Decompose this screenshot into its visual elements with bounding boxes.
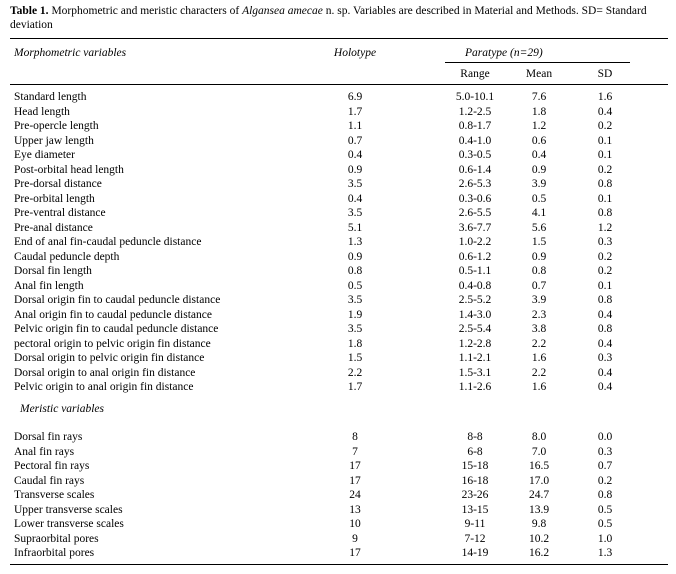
variable-name: Pectoral fin rays	[14, 460, 90, 472]
range-value: 5.0-10.1	[455, 91, 495, 103]
variable-name: Supraorbital pores	[14, 532, 99, 545]
variable-name: Dorsal origin fin to caudal peduncle distance	[14, 294, 221, 306]
range-value: 0.3-0.5	[458, 149, 492, 161]
bottom-rule	[10, 564, 668, 565]
sd-value: 0.4	[597, 337, 613, 350]
variable-name: Upper transverse scales	[14, 503, 123, 516]
range-value: 1.4-3.0	[458, 308, 492, 321]
variable-name: End of anal fin-caudal peduncle distance	[14, 236, 202, 248]
sd-value: 0.3	[597, 352, 613, 364]
mean-value: 0.9	[531, 250, 547, 263]
range-value: 16-18	[461, 474, 489, 487]
header-rule	[10, 84, 668, 85]
mean-value: 2.2	[531, 337, 547, 350]
holotype-value: 17	[349, 547, 361, 559]
range-value: 13-15	[461, 503, 489, 516]
holotype-value: 5.1	[347, 221, 363, 234]
range-value: 2.5-5.4	[458, 323, 492, 335]
sd-value: 1.0	[597, 532, 613, 545]
sd-value: 1.6	[597, 91, 613, 103]
variable-name: Pre-orbital length	[14, 192, 95, 205]
sd-value: 0.8	[597, 489, 613, 501]
sd-value: 0.3	[597, 445, 613, 458]
variable-name: Anal origin fin to caudal peduncle distance	[14, 308, 212, 321]
caption-species: Algansea amecae	[242, 5, 323, 17]
sd-value: 0.2	[597, 163, 613, 176]
variable-name: Pelvic origin to anal origin fin distance	[14, 381, 194, 393]
sd-value: 0.4	[597, 105, 613, 118]
mean-value: 0.9	[531, 163, 547, 176]
mean-value: 8.0	[531, 431, 547, 443]
holotype-value: 7	[352, 445, 358, 458]
mean-value: 17.0	[528, 474, 550, 487]
variable-name: Dorsal fin rays	[14, 431, 83, 443]
range-value: 14-19	[461, 547, 489, 559]
mean-value: 16.2	[528, 547, 550, 559]
paratype-header: Paratype (n=29)	[465, 47, 543, 59]
paratype-rule	[445, 62, 630, 63]
mean-value: 3.8	[531, 323, 547, 335]
variable-name: Pre-anal distance	[14, 221, 93, 234]
holotype-value: 1.8	[347, 337, 363, 350]
holotype-value: 6.9	[347, 91, 363, 103]
holotype-value: 9	[352, 532, 358, 545]
variable-name: Caudal fin rays	[14, 474, 85, 487]
top-rule	[10, 38, 668, 39]
holotype-value: 0.4	[347, 149, 363, 161]
sd-value: 0.4	[597, 381, 613, 393]
mean-value: 4.1	[531, 207, 547, 219]
holotype-value: 0.8	[347, 265, 363, 277]
variable-name: Post-orbital head length	[14, 163, 124, 176]
holotype-value: 1.1	[347, 120, 363, 132]
variable-name: Dorsal origin to pelvic origin fin distance	[14, 352, 205, 364]
range-value: 0.5-1.1	[458, 265, 492, 277]
variable-name: Transverse scales	[14, 489, 95, 501]
variable-name: Caudal peduncle depth	[14, 250, 120, 263]
sd-value: 0.8	[597, 178, 613, 190]
holotype-value: 1.3	[347, 236, 363, 248]
range-value: 2.6-5.5	[458, 207, 492, 219]
mean-value: 5.6	[531, 221, 547, 234]
mean-value: 3.9	[531, 294, 547, 306]
sd-value: 0.4	[597, 308, 613, 321]
sd-value: 0.8	[597, 207, 613, 219]
sd-value: 0.0	[597, 431, 613, 443]
holotype-value: 24	[349, 489, 361, 501]
variable-name: Eye diameter	[14, 149, 75, 161]
range-value: 0.6-1.2	[458, 250, 492, 263]
range-value: 6-8	[467, 445, 483, 458]
range-value: 23-26	[461, 489, 489, 501]
variable-name: Infraorbital pores	[14, 547, 95, 559]
range-value: 1.5-3.1	[458, 366, 492, 379]
holotype-value: 10	[349, 518, 361, 530]
range-value: 0.3-0.6	[458, 192, 492, 205]
range-header: Range	[460, 68, 490, 80]
sd-value: 0.2	[597, 250, 613, 263]
holotype-value: 3.5	[347, 207, 363, 219]
mean-value: 13.9	[528, 503, 550, 516]
holotype-value: 3.5	[347, 323, 363, 335]
mean-value: 3.9	[531, 178, 547, 190]
sd-value: 0.1	[597, 279, 613, 292]
holotype-value: 3.5	[347, 178, 363, 190]
mean-value: 0.8	[531, 265, 547, 277]
caption-text-before: Morphometric and meristic characters of	[48, 5, 243, 17]
range-value: 1.1-2.6	[458, 381, 492, 393]
variable-name: Pre-opercle length	[14, 120, 99, 132]
mean-value: 0.6	[531, 134, 547, 147]
sd-value: 0.5	[597, 503, 613, 516]
variable-name: Anal fin length	[14, 279, 84, 292]
variable-name: pectoral origin to pelvic origin fin distance	[14, 337, 211, 350]
sd-value: 0.3	[597, 236, 613, 248]
mean-value: 16.5	[528, 460, 550, 472]
holotype-value: 3.5	[347, 294, 363, 306]
variable-name: Pelvic origin fin to caudal peduncle distance	[14, 323, 219, 335]
sd-value: 0.1	[597, 192, 613, 205]
variable-name: Anal fin rays	[14, 445, 75, 458]
holotype-value: 17	[349, 460, 361, 472]
range-value: 8-8	[467, 431, 483, 443]
sd-value: 0.1	[597, 134, 613, 147]
range-value: 2.6-5.3	[458, 178, 492, 190]
meristic-header: Meristic variables	[20, 403, 104, 415]
holotype-header: Holotype	[333, 47, 377, 59]
holotype-value: 0.4	[347, 192, 363, 205]
mean-value: 2.2	[531, 366, 547, 379]
range-value: 0.4-0.8	[458, 279, 492, 292]
range-value: 1.2-2.5	[458, 105, 492, 118]
mean-value: 9.8	[531, 518, 547, 530]
holotype-value: 1.7	[347, 381, 363, 393]
variable-name: Upper jaw length	[14, 134, 94, 147]
range-value: 15-18	[461, 460, 489, 472]
mean-value: 1.8	[531, 105, 547, 118]
mean-value: 0.7	[531, 279, 547, 292]
holotype-value: 0.9	[347, 163, 363, 176]
sd-value: 0.8	[597, 323, 613, 335]
holotype-value: 17	[349, 474, 361, 487]
sd-value: 0.2	[597, 120, 613, 132]
mean-value: 1.6	[531, 352, 547, 364]
mean-value: 2.3	[531, 308, 547, 321]
sd-value: 0.4	[597, 366, 613, 379]
variable-name: Head length	[14, 105, 70, 118]
variable-name: Dorsal fin length	[14, 265, 92, 277]
mean-value: 1.6	[531, 381, 547, 393]
holotype-value: 8	[352, 431, 358, 443]
mean-value: 0.5	[531, 192, 547, 205]
holotype-value: 1.5	[347, 352, 363, 364]
holotype-value: 1.9	[347, 308, 363, 321]
variable-name: Standard length	[14, 91, 87, 103]
variable-name: Pre-ventral distance	[14, 207, 106, 219]
sd-value: 0.7	[597, 460, 613, 472]
sd-value: 1.3	[597, 547, 613, 559]
mean-value: 10.2	[528, 532, 550, 545]
caption-label: Table 1.	[10, 5, 49, 17]
mean-value: 1.2	[531, 120, 547, 132]
morphometric-header: Morphometric variables	[14, 47, 127, 59]
sd-header: SD	[597, 68, 613, 80]
variable-name: Pre-dorsal distance	[14, 178, 102, 190]
holotype-value: 0.7	[347, 134, 363, 147]
range-value: 0.4-1.0	[458, 134, 492, 147]
mean-header: Mean	[525, 68, 553, 80]
range-value: 0.6-1.4	[458, 163, 492, 176]
table-caption	[10, 4, 670, 32]
sd-value: 0.2	[597, 265, 613, 277]
sd-value: 0.1	[597, 149, 613, 161]
sd-value: 0.5	[597, 518, 613, 530]
variable-name: Dorsal origin to anal origin fin distance	[14, 366, 196, 379]
range-value: 1.1-2.1	[458, 352, 492, 364]
caption-text-after: n. sp. Variables are described in Material and Methods. SD= Standard deviation	[10, 5, 647, 31]
mean-value: 24.7	[528, 489, 550, 501]
mean-value: 7.6	[531, 91, 547, 103]
mean-value: 0.4	[531, 149, 547, 161]
range-value: 1.0-2.2	[458, 236, 492, 248]
holotype-value: 2.2	[347, 366, 363, 379]
holotype-value: 0.5	[347, 279, 363, 292]
sd-value: 0.2	[597, 474, 613, 487]
mean-value: 7.0	[531, 445, 547, 458]
mean-value: 1.5	[531, 236, 547, 248]
variable-name: Lower transverse scales	[14, 518, 124, 530]
range-value: 2.5-5.2	[458, 294, 492, 306]
sd-value: 1.2	[597, 221, 613, 234]
range-value: 9-11	[464, 518, 486, 530]
range-value: 7-12	[464, 532, 486, 545]
holotype-value: 0.9	[347, 250, 363, 263]
holotype-value: 1.7	[347, 105, 363, 118]
holotype-value: 13	[349, 503, 361, 516]
range-value: 1.2-2.8	[458, 337, 492, 350]
range-value: 0.8-1.7	[458, 120, 492, 132]
sd-value: 0.8	[597, 294, 613, 306]
range-value: 3.6-7.7	[458, 221, 492, 234]
